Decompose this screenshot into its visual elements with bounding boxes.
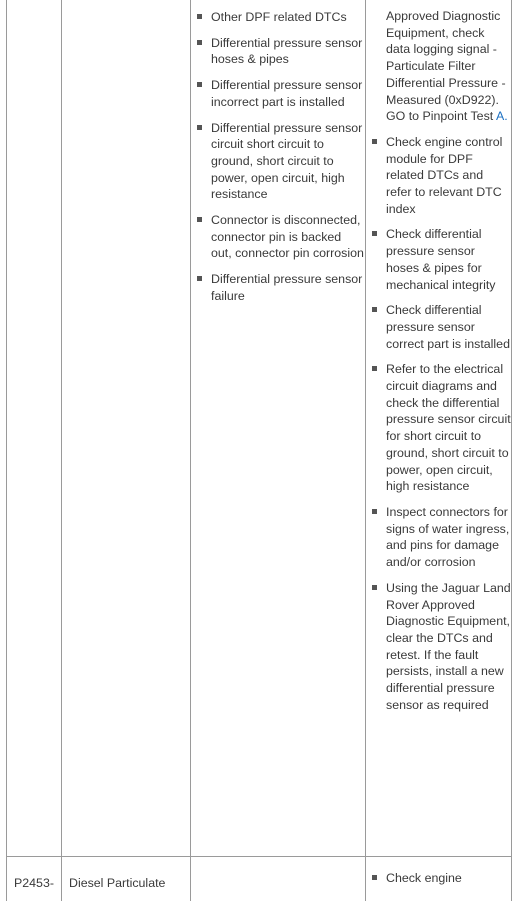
action-cell	[366, 857, 512, 902]
possible-causes-list	[191, 0, 365, 305]
description-cell	[62, 857, 191, 902]
possible-causes-cell	[191, 857, 366, 902]
possible-causes-cell	[191, 0, 366, 857]
list-item: Check differential pressure sensor hoses & pipes for mechanical integrity	[366, 226, 511, 293]
list-item: Check engine control module for DPF related DTCs and refer to relevant DTC index	[366, 134, 511, 218]
action-list	[366, 857, 511, 887]
description-cell	[62, 0, 191, 857]
list-item: Using the Jaguar Land Rover Approved Diagnostic Equipment, clear the DTCs and retest. If the fault persists, install a new differential pressure sensor as required	[366, 580, 511, 714]
pinpoint-test-link[interactable]: A.	[495, 109, 508, 124]
dtc-cell	[7, 0, 62, 857]
dtc-code: P2453-	[14, 876, 54, 890]
action-text: Approved Diagnostic Equipment, check data logging signal - Particulate Filter Differential Pressure - Measured (0xD922). GO to Pinpoint Test	[386, 9, 506, 124]
table-row	[7, 857, 512, 902]
list-item: Other DPF related DTCs	[191, 9, 365, 26]
table-row	[7, 0, 512, 857]
list-item: Differential pressure sensor circuit short circuit to ground, short circuit to power, open circuit, high resistance	[191, 120, 365, 204]
action-cell	[366, 0, 512, 857]
dtc-description: Diesel Particulate	[69, 876, 166, 890]
list-item: Refer to the electrical circuit diagrams and check the differential pressure sensor circuit for short circuit to ground, short circuit to power, open circuit, high resistance	[366, 361, 511, 495]
list-item: Differential pressure sensor incorrect part is installed	[191, 77, 365, 110]
list-item: Connector is disconnected, connector pin is backed out, connector pin corrosion	[191, 212, 365, 262]
list-item: Check differential pressure sensor correct part is installed	[366, 302, 511, 352]
action-list	[366, 0, 511, 713]
list-item: Differential pressure sensor failure	[191, 271, 365, 304]
list-item-continued	[366, 8, 511, 125]
dtc-table	[6, 0, 512, 901]
dtc-cell	[7, 857, 62, 902]
list-item: Inspect connectors for signs of water ingress, and pins for damage and/or corrosion	[366, 504, 511, 571]
list-item: Check engine	[366, 870, 511, 887]
list-item: Differential pressure sensor hoses & pipes	[191, 35, 365, 68]
